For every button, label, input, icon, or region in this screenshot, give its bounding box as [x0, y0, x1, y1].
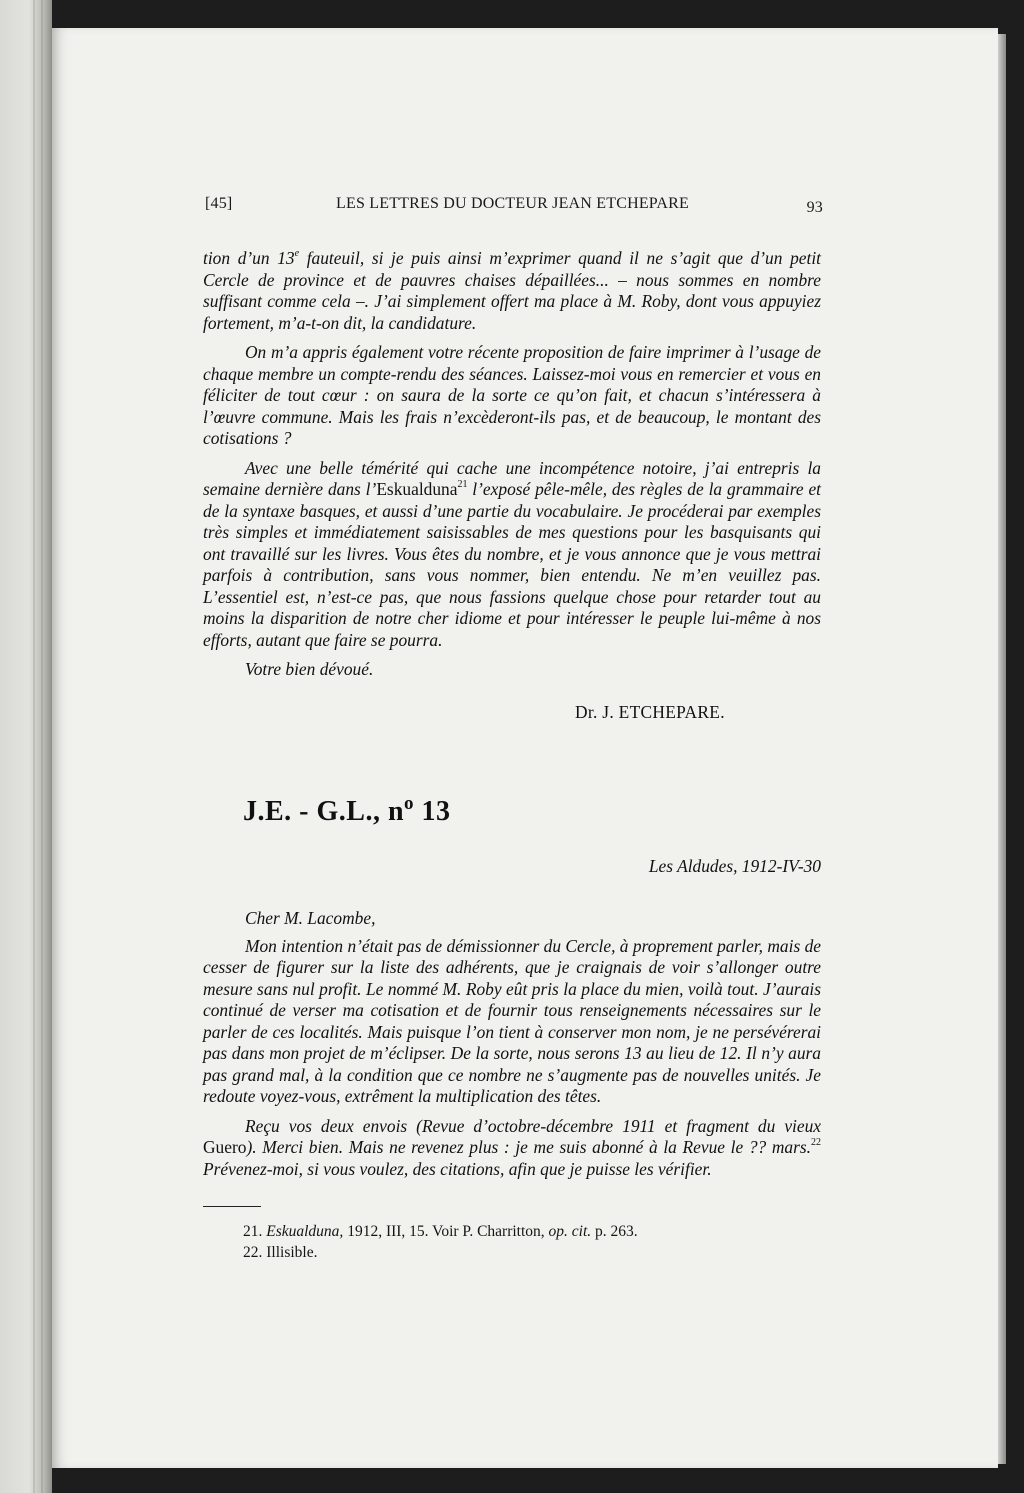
- paragraph-eskualduna: [203, 458, 821, 652]
- letter-heading: [243, 792, 451, 828]
- closing-line: Votre bien dévoué.: [245, 659, 374, 679]
- left-page-edge: [0, 0, 52, 1493]
- heading-degree: o: [404, 792, 415, 814]
- p2-text-b: ). Merci bien. Mais ne revenez plus : je me suis abonné à la Revue le ?? mars.: [246, 1137, 811, 1157]
- paragraph-intention: Mon intention n’était pas de démissionner du Cercle, à proprement parler, mais de cesser de figurer sur la liste des adhérents, que je craignais de voir s’allonger outre mesure sans nul profit. Le nommé M. Roby eût pris la place du mien, voilà tout. J’aurais continué de verser ma cotisation et de fournir tous renseignements nécessaires sur le parler de ces localités. Mais puisque l’on tient à conserver mon nom, je ne persévérerai pas dans mon projet de m’éclipser. De la sorte, nous serons 13 au lieu de 12. Il n’y aura pas grand mal, à la condition que ce nombre ne s’augmente pas de nouvelles unités. Je redoute voyez-vous, extrêment la multiplication des têtes.: [203, 935, 821, 1106]
- p2-text-c: Prévenez-moi, si vous voulez, des citations, afin que je puisse les vérifier.: [203, 1158, 712, 1179]
- footnote-label: 22.: [243, 1244, 267, 1261]
- heading-main: J.E. - G.L., n: [243, 796, 405, 827]
- salutation: Cher M. Lacombe,: [245, 908, 376, 928]
- footnote-page: p. 263.: [591, 1223, 638, 1240]
- footnotes: [243, 1221, 638, 1263]
- paragraph-compte-rendu: On m’a appris également votre récente proposition de faire imprimer à l’usage de chaque membre un compte-rendu des séances. Laissez-moi vous en remercier et vous en féliciter de tout cœur : on saura de la sorte ce qu’on fait, et chacun s’intéressera à l’œuvre commune. Mais les frais n’excèderont-ils pas, et de beaucoup, le montant des cotisations ?: [203, 342, 821, 448]
- letter-13-body: [203, 908, 821, 1188]
- footnote-text: Illisible.: [266, 1244, 318, 1261]
- paragraph-envois: [203, 1116, 821, 1181]
- p3-text-a: Avec une belle témérité qui cache une incompétence notoire, j’ai entrepris la semaine dernière dans l’: [203, 457, 821, 499]
- running-title: LES LETTRES DU DOCTEUR JEAN ETCHEPARE: [336, 195, 690, 212]
- paragraph-continuation: [203, 248, 821, 334]
- running-header: [205, 195, 823, 219]
- newspaper-name: Eskualduna: [376, 479, 458, 499]
- footnote-22: [243, 1242, 638, 1263]
- heading-number: 13: [414, 796, 451, 827]
- footnote-21: [243, 1221, 638, 1242]
- guero-name: Guero: [203, 1137, 247, 1157]
- ordinal-superscript: e: [294, 248, 300, 260]
- footnote-title: Eskualduna,: [266, 1223, 344, 1240]
- footnote-label: 21.: [243, 1223, 267, 1240]
- page-reference: [45]: [205, 195, 233, 212]
- footnote-rule: [203, 1206, 261, 1207]
- page-number: 93: [806, 199, 823, 216]
- p1-text-a: tion d’un 13: [203, 248, 295, 268]
- letter-12-body: [203, 248, 821, 689]
- place-date: Les Aldudes, 1912-IV-30: [648, 856, 821, 876]
- footnote-text: 1912, III, 15. Voir P. Charritton,: [343, 1223, 549, 1240]
- footnote-ref-22: 22: [811, 1137, 821, 1149]
- p2-text-a: Reçu vos deux envois (Revue d’octobre-décembre 1911 et fragment du vieux: [245, 1115, 821, 1136]
- footnote-ref-21: 21: [457, 479, 468, 491]
- p1-text-b: fauteuil, si je puis ainsi m’exprimer quand il ne s’agit que d’un petit Cercle de province et de pauvres chaises dépaillées... – nous sommes en nombre suffisant comme cela –. J’ai simplement offert ma place à M. Roby, dont vous appuyiez fortement, m’a-t-on dit, la candidature.: [203, 248, 821, 333]
- signature: Dr. J. ETCHEPARE.: [575, 702, 725, 722]
- right-page-edge: [998, 34, 1006, 1464]
- footnote-op-cit: op. cit.: [548, 1223, 592, 1240]
- left-page-lines: [0, 0, 52, 1493]
- p3-text-b: l’exposé pêle-mêle, des règles de la grammaire et de la syntaxe basques, et aussi d’une partie du vocabulaire. Je procéderai par exemples très simples et immédiatement saisissables de mes questions pour les basquisants qui ont travaillé sur les livres. Vous êtes du nombre, et je vous annonce que je vous mettrai parfois à contribution, sans vous nommer, bien entendu. Ne m’en veuillez pas. L’essentiel est, n’est-ce pas, que nous fassions quelque chose pour retarder tout au moins la disparition de notre cher idiome et pour intéresser le peuple lui-même à nos efforts, autant que faire se pourra.: [203, 479, 822, 650]
